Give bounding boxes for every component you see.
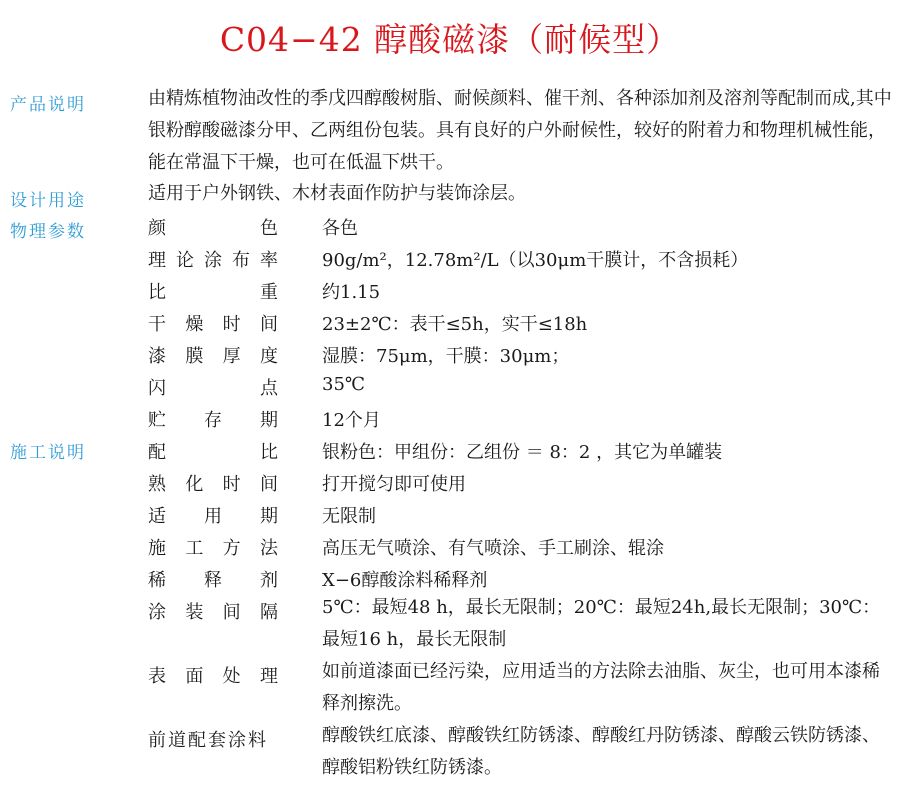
label-char: 剂 xyxy=(260,570,278,591)
construction-value: 银粉色：甲组份：乙组份 ＝ 8：2 ，其它为单罐装 xyxy=(322,442,723,463)
label-char: 配 xyxy=(148,442,166,463)
label-char: 理 xyxy=(148,250,166,271)
construction-value: 5℃：最短48 h，最长无限制；20℃：最短24h,最长无限制；30℃：最短16 h，最长无限制 xyxy=(322,597,881,650)
construction-label xyxy=(148,726,278,752)
construction-label xyxy=(148,662,278,688)
label-char: 期 xyxy=(260,506,278,527)
label-char: 法 xyxy=(259,538,278,559)
construction-value: 醇酸铁红底漆、醇酸铁红防锈漆、醇酸红丹防锈漆、醇酸云铁防锈漆、醇酸铝粉铁红防锈漆。 xyxy=(322,725,880,778)
label-char: 期 xyxy=(260,410,278,431)
label-char: 涂 xyxy=(148,602,166,623)
label-char: 稀 xyxy=(148,570,166,591)
label-char: 间 xyxy=(222,602,241,623)
label-char: 颜 xyxy=(148,218,166,239)
param-value: 35℃ xyxy=(322,374,366,395)
param-label xyxy=(148,374,278,400)
label-char: 干 xyxy=(148,314,166,335)
label-char: 率 xyxy=(260,250,278,271)
label-char: 漆 xyxy=(148,346,166,367)
construction-label xyxy=(148,534,278,560)
label-char: 料 xyxy=(248,730,268,751)
section-construction-label: 施工说明 xyxy=(10,443,86,463)
label-char: 厚 xyxy=(222,346,241,367)
construction-label xyxy=(148,470,278,496)
label-char: 比 xyxy=(148,282,166,303)
page-title: C04−42 醇酸磁漆（耐候型） xyxy=(219,20,681,59)
label-char: 用 xyxy=(204,506,222,527)
section-usage-label: 设计用途 xyxy=(10,191,86,211)
param-label xyxy=(148,214,278,240)
construction-value: X−6醇酸涂料稀释剂 xyxy=(322,570,488,591)
label-char: 间 xyxy=(259,314,278,335)
label-char: 表 xyxy=(148,666,166,687)
param-value: 12个月 xyxy=(322,410,381,431)
label-char: 装 xyxy=(185,602,204,623)
label-char: 面 xyxy=(185,666,204,687)
label-char: 色 xyxy=(260,218,278,239)
param-value: 23±2℃：表干≤5h，实干≤18h xyxy=(322,314,588,335)
section-physical-label: 物理参数 xyxy=(10,222,86,242)
label-char: 存 xyxy=(204,410,222,431)
param-label xyxy=(148,342,278,368)
label-char: 方 xyxy=(222,538,241,559)
param-label xyxy=(148,246,278,272)
label-char: 度 xyxy=(259,346,278,367)
label-char: 道 xyxy=(168,730,188,751)
param-value: 湿膜：75μm，干膜：30μm； xyxy=(322,346,570,367)
param-label xyxy=(148,310,278,336)
construction-value: 如前道漆面已经污染，应用适当的方法除去油脂、灰尘，也可用本漆稀释剂擦洗。 xyxy=(322,661,880,714)
label-char: 前 xyxy=(148,730,168,751)
label-char: 隔 xyxy=(259,602,278,623)
label-char: 点 xyxy=(260,378,278,399)
usage-description: 适用于户外钢铁、木材表面作防护与装饰涂层。 xyxy=(148,183,526,204)
product-description: 由精炼植物油改性的季戊四醇酸树脂、耐候颜料、催干剂、各种添加剂及溶剂等配制而成,其中银粉醇酸磁漆分甲、乙两组份包装。具有良好的户外耐候性，较好的附着力和物理机械性能，能在常温下干燥，也可在低温下烘干。 xyxy=(148,88,892,173)
section-product-label: 产品说明 xyxy=(10,95,86,115)
label-char: 布 xyxy=(232,250,250,271)
label-char: 涂 xyxy=(228,730,248,751)
label-char: 处 xyxy=(222,666,241,687)
construction-label xyxy=(148,438,278,464)
label-char: 时 xyxy=(222,474,241,495)
label-char: 涂 xyxy=(204,250,222,271)
param-value: 约1.15 xyxy=(322,282,381,303)
construction-value: 高压无气喷涂、有气喷涂、手工刷涂、辊涂 xyxy=(322,538,664,559)
label-char: 套 xyxy=(208,730,228,751)
param-label xyxy=(148,278,278,304)
param-value: 各色 xyxy=(322,218,358,239)
label-char: 贮 xyxy=(148,410,166,431)
label-char: 工 xyxy=(185,538,204,559)
label-char: 配 xyxy=(188,730,208,751)
label-char: 熟 xyxy=(148,474,166,495)
label-char: 论 xyxy=(176,250,194,271)
construction-label xyxy=(148,598,278,624)
label-char: 膜 xyxy=(185,346,204,367)
construction-value: 无限制 xyxy=(322,506,376,527)
param-label xyxy=(148,406,278,432)
label-char: 燥 xyxy=(185,314,204,335)
label-char: 闪 xyxy=(148,378,166,399)
label-char: 重 xyxy=(260,282,278,303)
param-value: 90g/m²，12.78m²/L（以30μm干膜计，不含损耗） xyxy=(322,250,749,271)
construction-label xyxy=(148,502,278,528)
label-char: 化 xyxy=(185,474,204,495)
label-char: 间 xyxy=(259,474,278,495)
construction-label xyxy=(148,566,278,592)
label-char: 施 xyxy=(148,538,166,559)
construction-value: 打开搅匀即可使用 xyxy=(322,474,466,495)
label-char: 比 xyxy=(260,442,278,463)
label-char: 释 xyxy=(204,570,222,591)
label-char: 时 xyxy=(222,314,241,335)
label-char: 理 xyxy=(259,666,278,687)
label-char: 适 xyxy=(148,506,166,527)
